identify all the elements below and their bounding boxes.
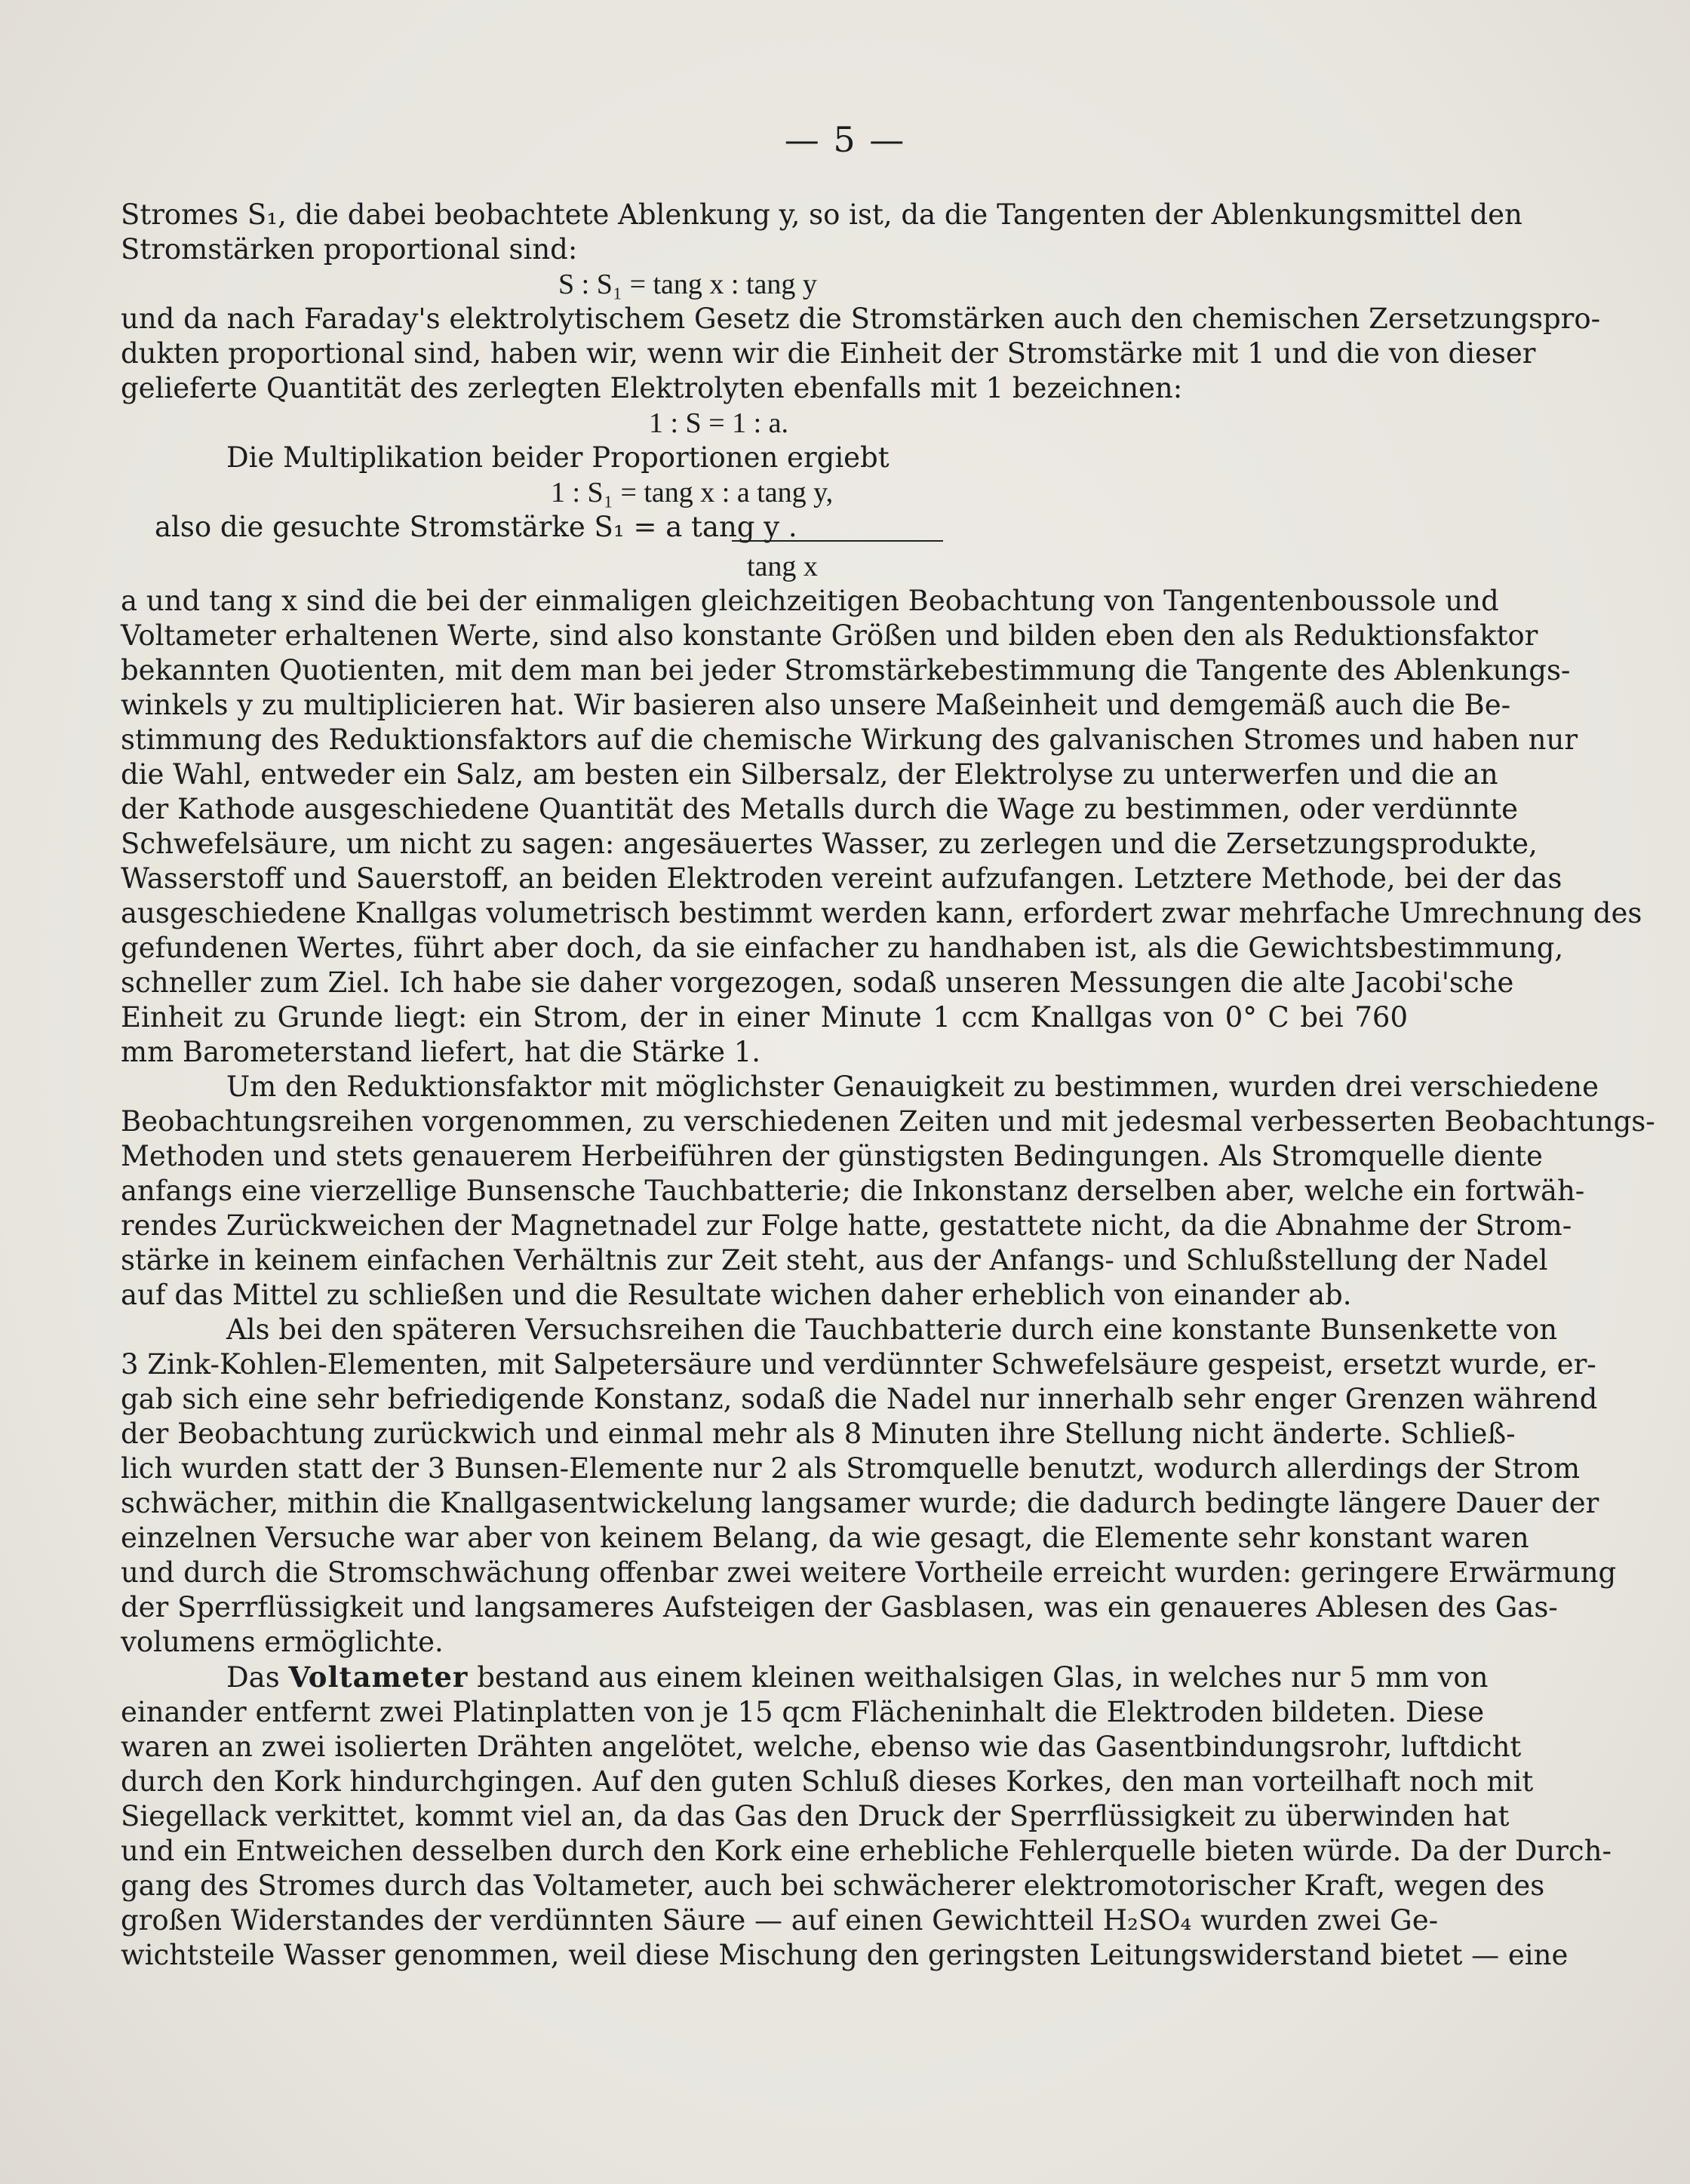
text-line: 3 Zink-Kohlen-Elementen, mit Salpetersäure und verdünnter Schwefelsäure gespeist, ersetzt wurde, er- (121, 1348, 1596, 1381)
text-line: ausgeschiedene Knallgas volumetrisch bestimmt werden kann, erfordert zwar mehrfache Umrechnung des (121, 897, 1642, 929)
text-line: also die gesuchte Stromstärke S₁ = a tang y . (155, 511, 797, 543)
text-line: gang des Stromes durch das Voltameter, auch bei schwächerer elektromotorischer Kraft, wegen des (121, 1869, 1545, 1902)
text-line: anfangs eine vierzellige Bunsensche Tauchbatterie; die Inkonstanz derselben aber, welche ein fortwäh- (121, 1175, 1585, 1207)
text-line: Beobachtungsreihen vorgenommen, zu verschiedenen Zeiten und mit jedesmal verbesserten Beobachtungs- (121, 1105, 1655, 1138)
text-line: Einheit zu Grunde liegt: ein Strom, der in einer Minute 1 ccm Knallgas von 0° C bei 760 (121, 1001, 1408, 1034)
page-number: — 5 — (784, 119, 906, 160)
text-line: winkels y zu multiplicieren hat. Wir basieren also unsere Maßeinheit und demgemäß auch die Be- (121, 689, 1511, 721)
text-line: und durch die Stromschwächung offenbar zwei weitere Vortheile erreicht wurden: geringere Erwärmung (121, 1556, 1617, 1589)
text-line: Die Multiplikation beider Proportionen ergiebt (226, 441, 890, 474)
text-line: Wasserstoff und Sauerstoff, an beiden Elektroden vereint aufzufangen. Letztere Methode, bei der das (121, 862, 1562, 895)
text-line: volumens ermöglichte. (121, 1626, 444, 1658)
text-line: Methoden und stets genauerem Herbeiführen der günstigsten Bedingungen. Als Stromquelle diente (121, 1140, 1543, 1172)
text-line: einander entfernt zwei Platinplatten von je 15 qcm Flächeninhalt die Elektroden bildeten. Diese (121, 1696, 1485, 1728)
text-line: der Beobachtung zurückwich und einmal mehr als 8 Minuten ihre Stellung nicht änderte. Schließ- (121, 1418, 1516, 1450)
text-line: a und tang x sind die bei der einmaligen gleichzeitigen Beobachtung von Tangentenboussole und (121, 585, 1499, 617)
voltameter-heading: Voltameter (288, 1660, 469, 1694)
text-line: gelieferte Quantität des zerlegten Elektrolyten ebenfalls mit 1 bezeichnen: (121, 372, 1183, 404)
text-line: lich wurden statt der 3 Bunsen-Elemente nur 2 als Stromquelle benutzt, wodurch allerdings der Strom (121, 1452, 1581, 1485)
text-line: Stromstärken proportional sind: (121, 233, 578, 266)
text-line: schneller zum Ziel. Ich habe sie daher vorgezogen, sodaß unseren Messungen die alte Jacobi'sche (121, 966, 1514, 999)
text-line: Um den Reduktionsfaktor mit möglichster Genauigkeit zu bestimmen, wurden drei verschiedene (226, 1070, 1599, 1103)
equation: 1 : S₁ = tang x : a tang y, (551, 477, 834, 508)
text-line: durch den Kork hindurchgingen. Auf den guten Schluß dieses Korkes, den man vorteilhaft noch mit (121, 1765, 1534, 1798)
text-line: bekannten Quotienten, mit dem man bei jeder Stromstärkebestimmung die Tangente des Ablenkungs- (121, 654, 1571, 687)
text-line: waren an zwei isolierten Drähten angelötet, welche, ebenso wie das Gasentbindungsrohr, luftdicht (121, 1731, 1522, 1763)
text-line: und ein Entweichen desselben durch den Kork eine erhebliche Fehlerquelle bieten würde. Da der Durch- (121, 1835, 1612, 1867)
text-line: schwächer, mithin die Knallgasentwickelung langsamer wurde; die dadurch bedingte längere Dauer der (121, 1487, 1599, 1519)
text-line: gefundenen Wertes, führt aber doch, da sie einfacher zu handhaben ist, als die Gewichtsbestimmung, (121, 932, 1564, 964)
text-line: mm Barometerstand liefert, hat die Stärke 1. (121, 1036, 761, 1068)
text-line: dukten proportional sind, haben wir, wenn wir die Einheit der Stromstärke mit 1 und die von dieser (121, 337, 1536, 370)
text-line: gab sich eine sehr befriedigende Konstanz, sodaß die Nadel nur innerhalb sehr enger Grenzen während (121, 1383, 1598, 1415)
text-line: die Wahl, entweder ein Salz, am besten ein Silbersalz, der Elektrolyse zu unterwerfen und die an (121, 758, 1498, 791)
text-line: rendes Zurückweichen der Magnetnadel zur Folge hatte, gestattete nicht, da die Abnahme der Strom- (121, 1209, 1572, 1242)
text-line: Siegellack verkittet, kommt viel an, da das Gas den Druck der Sperrflüssigkeit zu überwinden hat (121, 1800, 1510, 1832)
text-line: stärke in keinem einfachen Verhältnis zur Zeit steht, aus der Anfangs- und Schlußstellung der Nadel (121, 1244, 1548, 1276)
equation: S : S₁ = tang x : tang y (558, 269, 817, 300)
text-line: und da nach Faraday's elektrolytischem Gesetz die Stromstärken auch den chemischen Zersetzungspro- (121, 303, 1601, 335)
text-line: der Kathode ausgeschiedene Quantität des Metalls durch die Wage zu bestimmen, oder verdünnte (121, 793, 1519, 825)
body-text (121, 198, 1655, 1973)
text-line: Voltameter erhaltenen Werte, sind also konstante Größen und bilden eben den als Reduktionsfaktor (121, 619, 1538, 652)
text-line: der Sperrflüssigkeit und langsameres Aufsteigen der Gasblasen, was ein genaueres Ablesen des Gas- (121, 1591, 1558, 1623)
equation-denominator-text: tang x (747, 551, 818, 582)
text-line: großen Widerstandes der verdünnten Säure — auf einen Gewichtteil H₂SO₄ wurden zwei Ge- (121, 1904, 1439, 1937)
text-line: stimmung des Reduktionsfaktors auf die chemische Wirkung des galvanischen Stromes und haben nur (121, 723, 1578, 756)
equation: 1 : S = 1 : a. (649, 407, 789, 439)
text-line: Stromes S₁, die dabei beobachtete Ablenkung y, so ist, da die Tangenten der Ablenkungsmittel den (121, 198, 1523, 231)
fraction-bar (732, 540, 943, 542)
text-line: einzelnen Versuche war aber von keinem Belang, da wie gesagt, die Elemente sehr konstant waren (121, 1522, 1529, 1554)
voltameter-prefix: Das (226, 1661, 280, 1694)
text-line: Als bei den späteren Versuchsreihen die Tauchbatterie durch eine konstante Bunsenkette von (226, 1313, 1558, 1346)
text-line: auf das Mittel zu schließen und die Resultate wichen daher erheblich von einander ab. (121, 1279, 1352, 1311)
text-line-rest: bestand aus einem kleinen weithalsigen Glas, in welches nur 5 mm von (477, 1661, 1489, 1694)
text-line: wichtsteile Wasser genommen, weil diese Mischung den geringsten Leitungswiderstand bietet — eine (121, 1939, 1569, 1971)
text-line: Schwefelsäure, um nicht zu sagen: angesäuertes Wasser, zu zerlegen und die Zersetzungsprodukte, (121, 828, 1538, 860)
text-line (121, 1660, 1489, 1695)
